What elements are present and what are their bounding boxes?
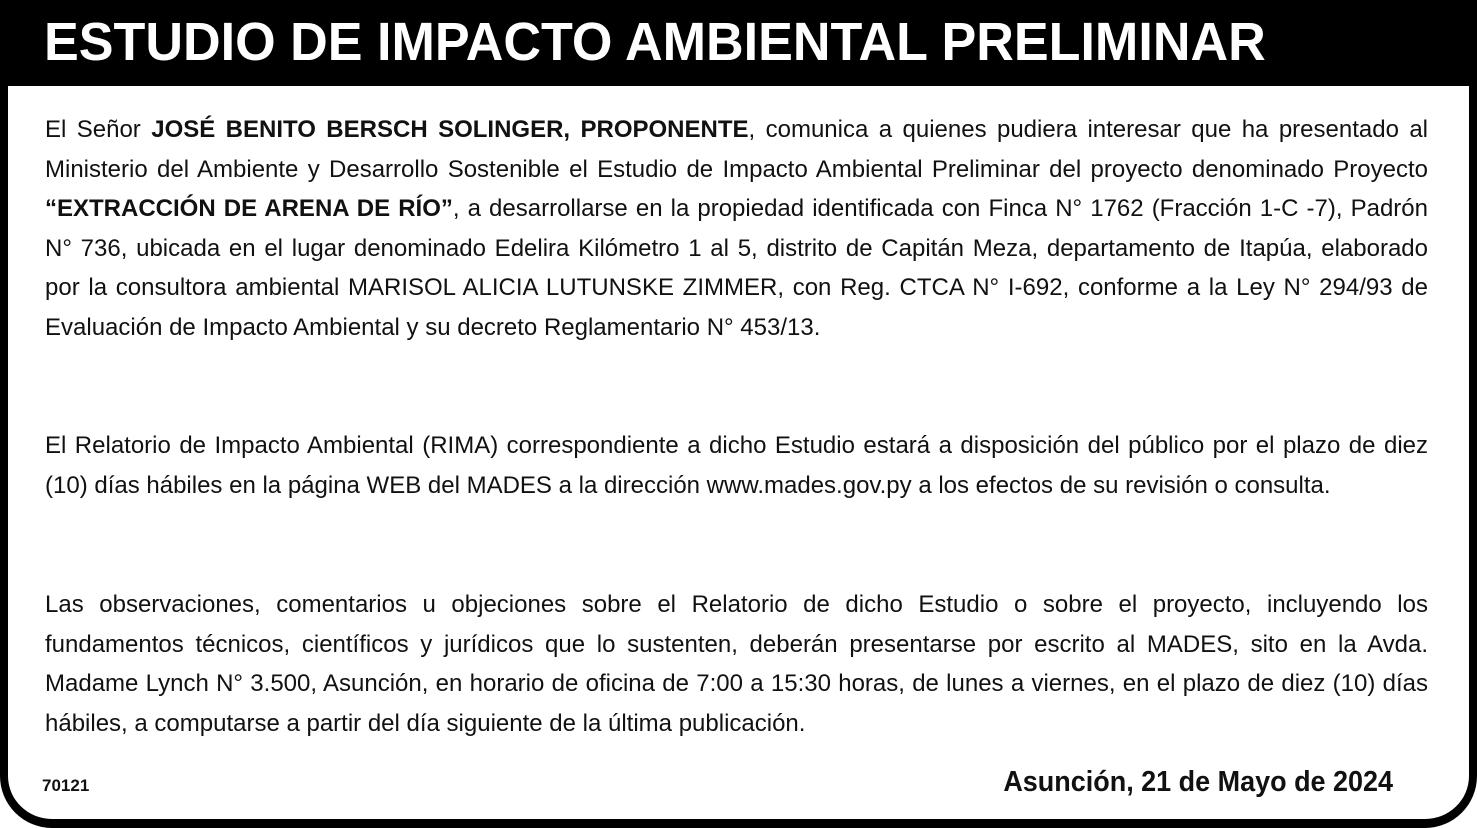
reference-code: 70121 [42, 776, 90, 795]
proponent-name: JOSÉ BENITO BERSCH SOLINGER, PROPONENTE [151, 116, 749, 143]
notice-title: ESTUDIO DE IMPACTO AMBIENTAL PRELIMINAR [44, 12, 1266, 72]
announcement-text-a: , comunica a quienes pudiera interesar que ha presentado al Ministerio del Ambiente y Desarrollo Sostenible el Estudio de Impacto Ambiental Preliminar del proyecto denominado Proyecto [45, 116, 1429, 183]
announcement-text-b: , a desarrollarse en la propiedad identificada con Finca N° 1762 (Fracción 1-C -7), Padrón N° 736, ubicada en el lugar denominado Edelira Kilómetro 1 al 5, distrito de Capitán Meza, departamento de Itapúa, elaborado por la consultora ambiental MARISOL ALICIA LUTUNSKE ZIMMER, con Reg. CTCA N° I-692, conforme a la Ley N° 294/93 de Evaluación de Impacto Ambiental y su decreto Reglamentario N° 453/13. [45, 195, 1428, 341]
publication-date: Asunción, 21 de Mayo de 2024 [1003, 766, 1393, 798]
paragraph-rima: El Relatorio de Impacto Ambiental (RIMA) correspondiente a dicho Estudio estará a disposición del público por el plazo de diez (10) días hábiles en la página WEB del MADES a la dirección www.mades.gov.py a los efectos de su revisión o consulta. [45, 432, 1428, 499]
paragraph-announcement [45, 110, 1428, 347]
paragraph-observations: Las observaciones, comentarios u objeciones sobre el Relatorio de dicho Estudio o sobre el proyecto, incluyendo los fundamentos técnicos, científicos y jurídicos que lo sustenten, deberán presentarse por escrito al MADES, sito en la Avda. Madame Lynch N° 3.500, Asunción, en horario de oficina de 7:00 a 15:30 horas, de lunes a viernes, en el plazo de diez (10) días hábiles, a computarse a partir del día siguiente de la última publicación. [45, 591, 1428, 737]
intro-text: El Señor [45, 116, 152, 143]
project-name: “EXTRACCIÓN DE ARENA DE RÍO” [45, 195, 453, 222]
notice-header [0, 0, 1477, 88]
